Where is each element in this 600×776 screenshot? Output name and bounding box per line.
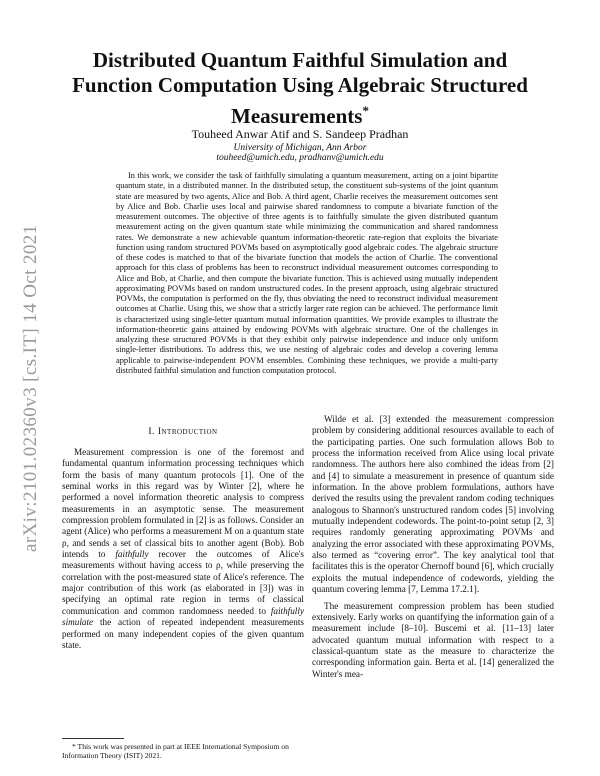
affiliation: University of Michigan, Ann Arbor bbox=[233, 143, 367, 153]
title-footnote-mark: * bbox=[362, 103, 369, 118]
abstract: In this work, we consider the task of faithfully simulating a quantum measurement, acting on a joint bipartite quantum state, in a distributed manner. In the distributed setup, the constituent sub-systems of the joint quantum state are measured by two agents, Alice and Bob. A third agent, Charlie receives the measurement outcomes sent by Alice and Bob. Charlie uses local and pairwise shared randomness to compute a bivariate function of the measurement outcomes. The objective of three agents is to faithfully simulate the given distributed quantum measurement acting on the given quantum state while minimizing the communication and shared randomness rates. We demonstrate a new achievable quantum information-theoretic rate-region that exploits the bivariate function using random structured POVMs based on asymptotically good algebraic codes. The algebraic structure of these codes is matched to that of the bivariate function that models the action of Charlie. The conventional approach for this class of problems has been to reconstruct individual measurement outcomes corresponding to Alice and Bob, at Charlie, and then compute the bivariate function. This is achieved using mutually independent approximating POVMs based on random unstructured codes. In the present approach, using algebraic structured POVMs, the computation is performed on the fly, thus obviating the need to reconstruct individual measurement outcomes at Charlie. Using this, we show that a strictly larger rate region can be achieved. The performance limit is characterized using single-letter quantum mutual information quantities. We provide examples to illustrate the information-theoretic gains attained by endowing POVMs with algebraic structure. One of the challenges in analyzing these structured POVMs is that they exhibit only pairwise independence and induce only uniform single-letter distributions. To address this, we use nesting of algebraic codes and develop a covering lemma applicable to pairwise-independent POVM ensembles. Combining these techniques, we provide a multi-party distributed faithful simulation and function computation protocol. bbox=[116, 171, 498, 375]
intro-paragraph-2: Wilde et al. [3] extended the measurement compression problem by considering additional resources available to each of the participating parties. One such formulation allows Bob to process the information received from Alice using local private randomness. The authors here also combined the ideas from [2] and [4] to simulate a measurement in presence of quantum side information. In the above problem formulations, authors have derived the results using the prevalent random coding techniques analogous to Shannon's unstructured random codes [5] involving mutually independent codewords. The point-to-point setup [2, 3] requires randomly generating approximating POVMs and analyzing the error associated with these approximating POVMs, also termed as “covering error”. The key analytical tool that facilitates this is the operator Chernoff bound [6], which crucially exploits the mutual independence of codewords, yielding the quantum covering lemma [7, Lemma 17.2.1]. bbox=[312, 414, 554, 595]
paper-title-text: Distributed Quantum Faithful Simulation and Function Computation Using Algebraic Structured Measurements bbox=[72, 48, 528, 128]
section-heading-introduction bbox=[62, 427, 304, 437]
footnote: * This work was presented in part at IEEE International Symposium on Information Theory (ISIT) 2021. bbox=[62, 742, 289, 760]
intro-p1-emphasis-simulate: faithfully simulate bbox=[62, 605, 304, 628]
intro-paragraph-3: The measurement compression problem has been studied extensively. Early works on quantifying the information gain of a measurement include [8–10]. Buscemi et al. [11–13] later advocated quantum mutual information with respect to a classical-quantum state as the measure to characterize the corresponding information gain. Berta et al. [14] generalized the Winter's mea- bbox=[312, 600, 554, 679]
right-column bbox=[312, 414, 554, 680]
author-emails: touheed@umich.edu, pradhanv@umich.edu bbox=[216, 153, 384, 163]
paper-title bbox=[60, 48, 540, 129]
footnote-divider bbox=[62, 738, 124, 739]
intro-p1-part-b: recover the outcomes of Alice's measurements without having access to ρ, while preserving the correlation with the post-measured state of Alice's reference. The major contribution of this work (as elaborated in [3]) was in specifying an optimal rate region in terms of classical communication and common randomness needed to bbox=[62, 549, 305, 616]
intro-paragraph-1 bbox=[62, 447, 304, 651]
intro-p1-part-c: the action of repeated independent measurements performed on many independent copies of the given quantum state. bbox=[62, 617, 304, 650]
arxiv-identifier-stamp: arXiv:2101.02360v3 [cs.IT] 14 Oct 2021 bbox=[20, 224, 41, 552]
left-column bbox=[62, 447, 304, 651]
section-heading-text: I. Introduction bbox=[148, 427, 218, 437]
intro-p1-emphasis-faithfully: faithfully bbox=[115, 549, 149, 560]
author-list: Touheed Anwar Atif and S. Sandeep Pradhan bbox=[191, 127, 409, 141]
intro-p1-part-a: Measurement compression is one of the foremost and fundamental quantum information processing techniques which form the basis of many quantum protocols [1]. One of the seminal works in this regard was by Winter [2], where he performed a novel information theoretic analysis to compress measurements in an asymptotic sense. The measurement compression problem formulated in [2] is as follows. Consider an agent (Alice) who performs a measurement M on a quantum state ρ, and sends a set of classical bits to another agent (Bob). Bob intends to bbox=[62, 447, 304, 560]
